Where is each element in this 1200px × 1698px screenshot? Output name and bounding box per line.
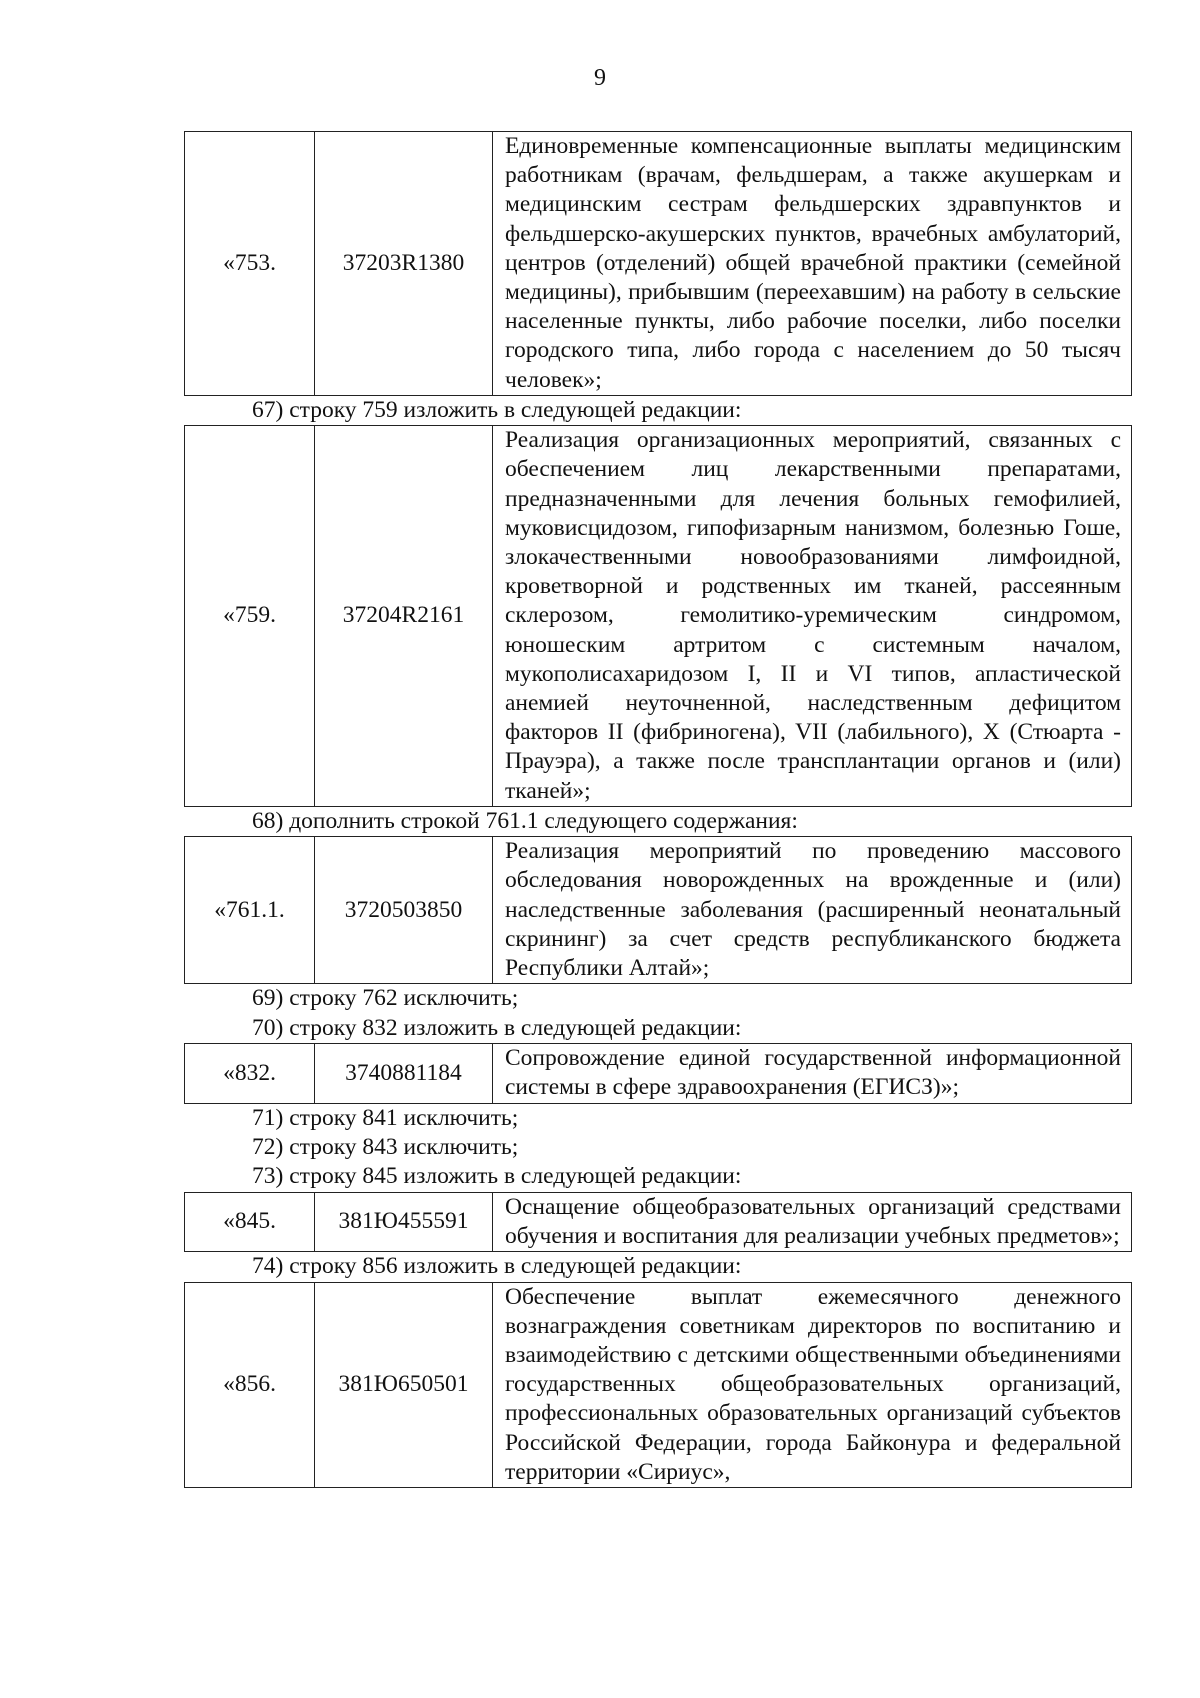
amendment-instruction: 71) строку 841 исключить; <box>252 1104 519 1131</box>
row-number: «845. <box>185 1192 315 1251</box>
row-number: «856. <box>185 1282 315 1487</box>
row-number: «753. <box>185 132 315 396</box>
amendment-instruction: 67) строку 759 изложить в следующей редакции: <box>252 396 742 423</box>
budget-code: 3740881184 <box>315 1044 493 1103</box>
budget-code: 381Ю650501 <box>315 1282 493 1487</box>
row-description: Обеспечение выплат ежемесячного денежного вознаграждения советникам директоров по воспитанию и взаимодействию с детскими общественными объединениями государственных общеобразовательных организаций, профессиональных образовательных организаций субъектов Российской Федерации, города Байконура и федеральной территории «Сириус», <box>493 1282 1132 1487</box>
budget-code: 3720503850 <box>315 837 493 984</box>
amendment-instruction: 72) строку 843 исключить; <box>252 1133 519 1160</box>
page-number: 9 <box>594 65 606 91</box>
row-number: «761.1. <box>185 837 315 984</box>
table-row-832 <box>184 1043 1132 1103</box>
row-description: Реализация организационных мероприятий, связанных с обеспечением лиц лекарственными препаратами, предназначенными для лечения больных гемофилией, муковисцидозом, гипофизарным нанизмом, болезнью Гоше, злокачественными новообразованиями лимфоидной, кроветворной и родственных им тканей, рассеянным склерозом, гемолитико-уремическим синдромом, юношеским артритом с системным началом, мукополисахаридозом I, II и VI типов, апластической анемией неуточненной, наследственным дефицитом факторов II (фибриногена), VII (лабильного), X (Стюарта - Прауэра), а также после трансплантации органов и (или) тканей»; <box>493 426 1132 807</box>
amendment-instruction: 74) строку 856 изложить в следующей редакции: <box>252 1253 742 1280</box>
budget-code: 381Ю455591 <box>315 1192 493 1251</box>
document-body <box>184 131 1132 1488</box>
table-row-856 <box>184 1282 1132 1488</box>
amendment-instruction: 68) дополнить строкой 761.1 следующего содержания: <box>252 807 798 834</box>
row-number: «759. <box>185 426 315 807</box>
row-description: Сопровождение единой государственной информационной системы в сфере здравоохранения (ЕГИСЗ)»; <box>493 1044 1132 1103</box>
row-description: Единовременные компенсационные выплаты медицинским работникам (врачам, фельдшерам, а также акушеркам и медицинским сестрам фельдшерских здравпунктов и фельдшерско-акушерских пунктов, врачебных амбулаторий, центров (отделений) общей врачебной практики (семейной медицины), прибывшим (переехавшим) на работу в сельские населенные пункты, либо рабочие поселки, либо поселки городского типа, либо города с населением до 50 тысяч человек»; <box>493 132 1132 396</box>
amendment-instruction: 70) строку 832 изложить в следующей редакции: <box>252 1014 742 1041</box>
budget-code: 37203R1380 <box>315 132 493 396</box>
table-row-761-1 <box>184 836 1132 984</box>
table-row-845 <box>184 1192 1132 1252</box>
budget-code: 37204R2161 <box>315 426 493 807</box>
row-description: Оснащение общеобразовательных организаций средствами обучения и воспитания для реализации учебных предметов»; <box>493 1192 1132 1251</box>
table-row-759 <box>184 425 1132 807</box>
amendment-instruction: 73) строку 845 изложить в следующей редакции: <box>252 1163 742 1190</box>
amendment-instruction: 69) строку 762 исключить; <box>252 985 519 1012</box>
table-row-753 <box>184 131 1132 396</box>
row-description: Реализация мероприятий по проведению массового обследования новорожденных на врожденные и (или) наследственные заболевания (расширенный неонатальный скрининг) за счет средств республиканского бюджета Республики Алтай»; <box>493 837 1132 984</box>
row-number: «832. <box>185 1044 315 1103</box>
